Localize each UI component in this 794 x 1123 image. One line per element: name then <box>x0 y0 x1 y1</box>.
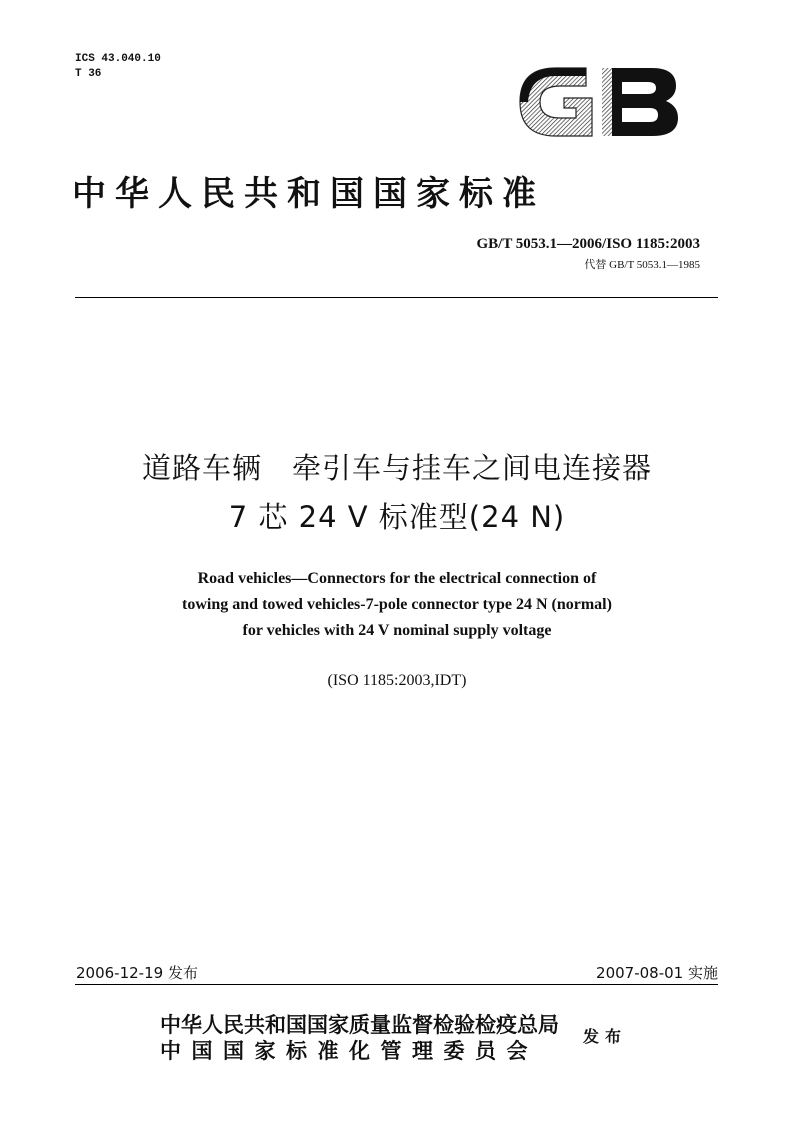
standard-number: GB/T 5053.1—2006/ISO 1185:2003 <box>476 236 700 252</box>
issue-date: 2006-12-19 发布 <box>76 964 198 982</box>
ics-classification <box>75 52 161 82</box>
implementation-date: 2007-08-01 实施 <box>596 964 718 982</box>
issuer-sac: 中国国家标准化管理委员会 <box>160 1038 538 1063</box>
ics-code: ICS 43.040.10 <box>75 53 161 65</box>
english-title-line-1: Road vehicles—Connectors for the electrical connection of <box>197 570 597 587</box>
iso-reference: (ISO 1185:2003,IDT) <box>327 672 467 689</box>
chinese-title-line-1: 道路车辆 牵引车与挂车之间电连接器 <box>141 451 652 485</box>
chinese-title-line-2: 7 芯 24 V 标准型(24 N) <box>228 500 566 534</box>
english-title-line-2: towing and towed vehicles-7-pole connector type 24 N (normal) <box>182 596 612 613</box>
bottom-divider <box>75 984 718 985</box>
publish-label: 发布 <box>583 1027 628 1046</box>
gb-logo <box>516 62 682 142</box>
replaces-standard: 代替 GB/T 5053.1—1985 <box>584 259 700 271</box>
top-divider <box>75 297 718 298</box>
classification-code: T 36 <box>75 68 102 80</box>
issuing-authorities <box>160 1012 559 1064</box>
issuer-aqsiq: 中华人民共和国国家质量监督检验检疫总局 <box>160 1012 559 1037</box>
country-standard-title: 中华人民共和国国家标准 <box>72 174 545 214</box>
english-title <box>0 566 794 644</box>
english-title-line-3: for vehicles with 24 V nominal supply voltage <box>242 622 552 639</box>
